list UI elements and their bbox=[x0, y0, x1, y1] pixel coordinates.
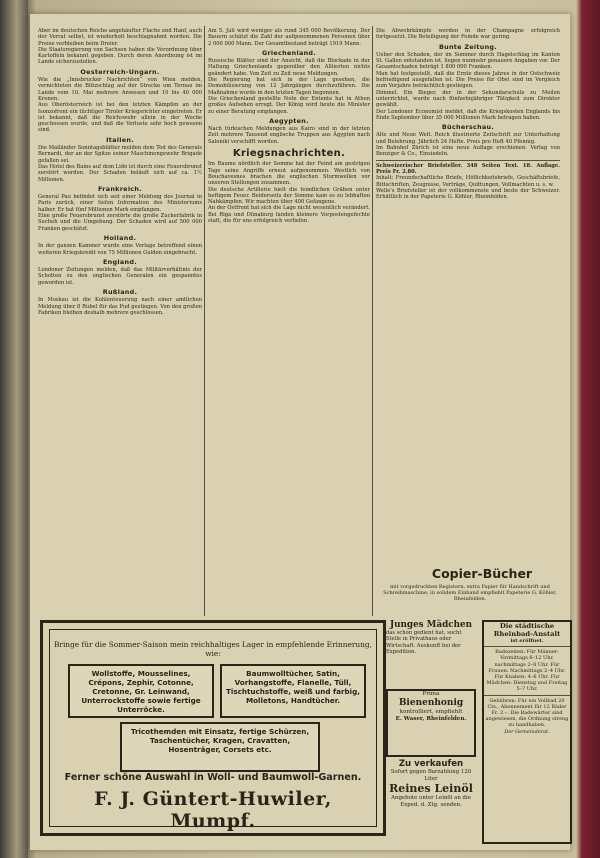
column-1 bbox=[38, 28, 202, 628]
fabric-list-box: Wollstoffe, Mousselines, Crépons, Zephir, Cotonne, Cretonne, Gr. Leinwand, Unterrockstoffe sowie fertige Unterröcke. bbox=[68, 664, 214, 718]
job-seeking-ad bbox=[386, 620, 476, 655]
job-ad-title: Junges Mädchen bbox=[389, 620, 473, 630]
cotton-list-box: Baumwolltücher, Satin, Vorhangstoffe, Flanelle, Tüll, Tischtuchstoffe, weiß und farbig, Molletons, Handtücher. bbox=[220, 664, 366, 718]
honey-title: Bienenhonig bbox=[398, 698, 464, 708]
textile-shop-ad bbox=[40, 620, 386, 836]
paragraph: Die Mailänder Sonntagsblätter melden dem Tod des Generals Bernardi, der an der Spitze seiner Maschinengewehr Brigade gefallen sei. bbox=[38, 145, 202, 164]
heading-miscellany: Bunte Zeitung. bbox=[438, 42, 498, 51]
heading-austria: Oesterreich-Ungarn. bbox=[80, 67, 160, 76]
heading-england: England. bbox=[103, 257, 137, 266]
paragraph: In Moskau ist die Kohlenteuerung nach einer amtlichen Meldung über 8 Rubel für das Pud gestiegen. Von den großen Fabriken bleiben deshalb mehrere geschlossen. bbox=[38, 297, 202, 316]
paragraph: Wie die „Innsbrucker Nachrichten“ von Wien melden, vernichteten die Blitzschlag auf der Strecke um Ternau im Lande vom 10. Mai mehrere Anwesen und 10 bis 40 000 Kronen. bbox=[38, 77, 202, 102]
copier-books-text: mit vorgedruckten Registern, extra Papier für Handschrift und Schreibmaschine, in solidem Einband empfiehlt Papeterie G. Köhler, Rheinfelden. bbox=[383, 584, 557, 603]
paragraph: Das Hotel des Bains auf dem Lido ist durch eine Feuersbrunst zerstört worden. Der Schaden beläuft sich auf ca. 1½ Millionen. bbox=[38, 163, 202, 183]
paragraph: General Pau befindet sich seit einer Meldung des Journal in Paris zurück, einer tiefen Information des Ministeriums halber. Er hat fünf Millionen Mark empfangen. bbox=[38, 194, 202, 213]
honey-seller: E. Waser, Rheinfelden. bbox=[395, 716, 467, 722]
bath-open: ist eröffnet. bbox=[510, 638, 544, 644]
heading-holland: Holland. bbox=[103, 233, 137, 242]
paragraph: An der Ostfront hat sich die Lage nicht wesentlich verändert. Bei Riga und Dünaburg fanden kleinere Vorpostengefechte statt, die für uns erfolgreich verliefen. bbox=[208, 205, 370, 225]
copier-books-title: Copier-Bücher bbox=[431, 566, 533, 581]
ad-inner-frame bbox=[49, 629, 377, 832]
paragraph: Schweizerischer Briefsteller. 348 Seiten Text. 18. Auflage. Preis Fr. 2.80. bbox=[376, 162, 560, 175]
heading-france: Frankreich. bbox=[98, 184, 142, 193]
sale-ad bbox=[386, 759, 476, 808]
heading-russia: Rußland. bbox=[102, 287, 138, 296]
paragraph: Im Bahnhof Zürich ist eine neue Auflage erschienen. Verlag von Benziger & Co., Einsiedeln. bbox=[376, 145, 560, 158]
heading-war-news: Kriegsnachrichten. bbox=[232, 148, 346, 160]
column-rule bbox=[372, 26, 373, 616]
sale-text: Sofort gegen Barzahlung 120 Liter bbox=[390, 769, 472, 782]
column-2 bbox=[208, 28, 370, 628]
paragraph: Die Griechenland gestellte Note der Entente hat in Athen großes Aufsehen erregt. Der König wird heute die Minister zu einer Beratung empfangen. bbox=[208, 95, 370, 115]
paragraph: Die Abwehrkämpfe werden in der Champagne erfolgreich fortgesetzt. Die Beteiligung der Feinde war gering. bbox=[376, 28, 560, 41]
ad-intro: Bringe für die Sommer-Saison mein reichhaltiges Lager in empfehlende Erinnerung, wie: bbox=[53, 640, 372, 658]
bath-signature: Der Gemeinderat. bbox=[504, 728, 550, 735]
paragraph: Alte und Neue Welt. Reich illustrierte Zeitschrift zur Unterhaltung und Belehrung. Jährlich 24 Hefte. Preis pro Heft 40 Pfennig. bbox=[376, 132, 560, 145]
heading-books: Bücherschau. bbox=[441, 123, 495, 132]
bath-title: Die städtische Rheinbad-Anstalt bbox=[493, 622, 561, 638]
paragraph: Aber im deutschen Reiche angehäufter Flachs und Hanf, auch der Vorrat selbst, ist wiederholt beschlagnahmt worden. Die Preise verbleiben beim Dreier. bbox=[38, 28, 202, 47]
paragraph: Man hat festgestellt, daß die Ernte dieses Jahres in der Ostschweiz befriedigend ausgefallen ist. Die Preise für Obst sind im Vergleich zum Vorjahre beträchtlich gestiegen. bbox=[376, 70, 560, 90]
paragraph: Der Londoner Economist meldet, daß die Kriegskosten Englands bis Ende September über 35 000 Millionen Mark betragen haben. bbox=[376, 108, 560, 121]
paragraph: Aus Oberösterreich ist bei den letzten Kämpfen an der Isonzofront ein tüchtiger Tiroler Kriegsrichter eingetreten. Er ist bekannt, daß die Reichswehr allein in der Woche geschossen wurde, und daß die Verluste sehr hoch gewesen sind. bbox=[38, 102, 202, 134]
sale-item: Reines Leinöl bbox=[389, 782, 473, 795]
divider bbox=[376, 160, 560, 161]
honey-text: kontrolliert, empfiehlt bbox=[399, 709, 463, 715]
sale-title: Zu verkaufen bbox=[398, 759, 464, 769]
paragraph: Die deutsche Artillerie hielt die feindlichen Gräben unter heftigem Feuer. Beiderseits der Somme kam es zu lebhaften Nahkämpfen. Wir machten über 400 Gefangene. bbox=[208, 186, 370, 206]
paragraph: Inhalt: Freundschaftliche Briefe, Höflichkeitsbriefe, Geschäftsbriefe, Bittschriften, Zeugnisse, Verträge, Quittungen, Vollmachten u. s. w. bbox=[376, 175, 560, 188]
job-ad-text: das schon gedient hat, sucht Stelle in Privathaus oder Wirtschaft. Auskunft bei der Expedition. bbox=[386, 630, 462, 655]
honey-pre: Prima bbox=[422, 691, 440, 697]
column-3 bbox=[376, 28, 560, 563]
heading-italy: Italien. bbox=[106, 135, 134, 144]
paragraph: Londoner Zeitungen melden, daß das Militärverhältnis der Schotten zu den englischen Generalen ein gespanntes geworden ist. bbox=[38, 267, 202, 286]
honey-ad bbox=[386, 689, 476, 757]
paragraph: Die Regierung hat sich in der Lage gesehen, die Demobilisierung von 12 Jahrgängen durchzuführen. Die Maßnahme wurde in den letzten Tagen begonnen. bbox=[208, 77, 370, 96]
divider bbox=[484, 695, 570, 696]
paragraph: Eine große Feuersbrunst zerstörte die große Zuckerfabrik in Sucheh und die Umgebung. Der Schaden wird auf 500 000 Franken geschätzt. bbox=[38, 213, 202, 232]
heading-egypt: Aegypten. bbox=[269, 116, 309, 125]
left-page-edge bbox=[0, 0, 28, 858]
paragraph: Dimmel. Ein Bieger, der in der Sekundarschule zu Meilen unterrichtet, wurde nach fünfzehnjähriger Tätigkeit zum Direktor gewählt. bbox=[376, 89, 560, 109]
paragraph: Die Staatsregierung von Sachsen haben die Verordnung über Kartoffeln bekannt gegeben. Durch deren Anordnung ist im Lande sicherzustellen. bbox=[38, 46, 202, 66]
column-rule bbox=[204, 26, 205, 616]
bath-facility-ad bbox=[482, 620, 572, 844]
paragraph: Welle's Briefsteller ist der vollkommenste und beste der Schweizer. Erhältlich in der Papeterie G. Köhler, Rheinfelden. bbox=[376, 187, 560, 201]
bath-fees: Gebühren: Für ein Vollbad 20 Cts., Abonnement für 12 Bäder Fr. 2.–. Die Badewärter sind angewiesen, die Ordnung streng zu handhaben. bbox=[485, 697, 569, 729]
paragraph: Im Raume nördlich der Somme hat der Feind am gestrigen Tage seine Angriffe erneut aufgenommen. Westlich von Bouchavesnes brachen die englischen Sturmwellen vor unseren Stellungen zusammen. bbox=[208, 161, 370, 187]
paragraph: In der ganzen Kammer wurde eine Vorlage betreffend einen weiteren Kriegskredit von 75 Millionen Gulden eingebracht. bbox=[38, 243, 202, 256]
paragraph: Nach türkischen Meldungen aus Kairo sind in der letzten Zeit mehrere Tausend englische Truppen aus Ägypten nach Saloniki verschifft worden. bbox=[208, 126, 370, 145]
paragraph: Russische Blätter sind der Ansicht, daß die Blockade in der Haltung Griechenlands gegenüber den Alliierten nichts geändert habe. Von Zeit zu Zeit neue Meldungen. bbox=[208, 58, 370, 77]
bath-hours: Badezeiten: Für Männer: Vormittags 6–12 Uhr, nachmittags 2–8 Uhr. Für Frauen: Nachmittags 2–4 Uhr. Für Knaben: 4–6 Uhr. Für Mädchen: Dienstag und Freitag 5–7 Uhr. bbox=[486, 649, 568, 693]
newspaper-page bbox=[30, 14, 570, 850]
clothing-list-box: Tricothemden mit Einsatz, fertige Schürzen, Taschentücher, Kragen, Cravatten, Hosenträger, Corsets etc. bbox=[120, 722, 320, 772]
sale-note: Angebote unter Leinöl an die Exped. d. Ztg. senden. bbox=[391, 795, 471, 808]
divider bbox=[484, 646, 570, 647]
heading-greece: Griechenland. bbox=[261, 48, 317, 57]
paragraph: Ueber den Schaden, der im Sommer durch Hagelschlag im Kanton St. Gallen entstanden ist, liegen nunmehr genauere Angaben vor. Der Gesamtschaden beträgt 1 800 000 Franken. bbox=[376, 51, 560, 71]
paragraph: Am 5. Juli wird weniger als rund 345 000 Bevölkerung. Der Bauern schätzt die Zahl der aufgenommenen Personen über 2 000 000 Mann. Der Gesamtbestand beträgt 1919 Mann. bbox=[208, 28, 370, 47]
wool-yarn-line: Ferner schöne Auswahl in Woll- und Baumwoll-Garnen. bbox=[64, 772, 362, 783]
firm-name: F. J. Güntert-Huwiler, Mumpf. bbox=[94, 788, 332, 832]
